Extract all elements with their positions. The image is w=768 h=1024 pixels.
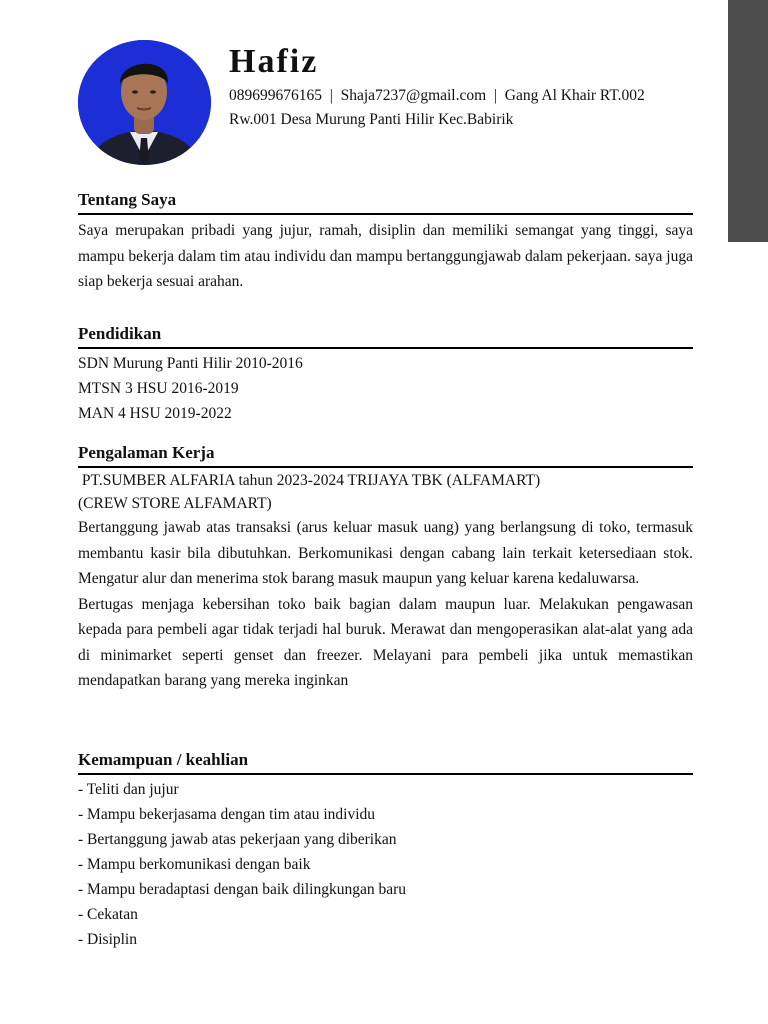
contact-info <box>229 84 724 132</box>
candidate-name: Hafiz <box>229 43 319 80</box>
education-item: MAN 4 HSU 2019-2022 <box>78 405 232 422</box>
skill-item: - Disiplin <box>78 931 137 948</box>
profile-photo <box>78 40 211 165</box>
contact-line-2: Rw.001 Desa Murung Panti Hilir Kec.Babirik <box>229 111 514 128</box>
section-title-skills: Kemampuan / keahlian <box>78 748 693 775</box>
job-title-line-2: (CREW STORE ALFAMART) <box>78 494 272 512</box>
section-experience <box>78 441 693 694</box>
section-education <box>78 322 693 426</box>
section-title-experience: Pengalaman Kerja <box>78 441 693 468</box>
about-text: Saya merupakan pribadi yang jujur, ramah, disiplin dan memiliki semangat yang tinggi, saya mampu bekerja dalam tim atau individu dan mampu bertanggungjawab dalam pekerjaan. saya juga siap bekerja sesuai arahan. <box>78 222 693 290</box>
job-title-line-1: PT.SUMBER ALFARIA tahun 2023-2024 TRIJAYA TBK (ALFAMART) <box>78 472 541 489</box>
section-skills <box>78 748 693 952</box>
contact-line-1: 089699676165 | Shaja7237@gmail.com | Gang Al Khair RT.002 <box>229 87 645 104</box>
section-title-about: Tentang Saya <box>78 188 693 215</box>
section-title-education: Pendidikan <box>78 322 693 349</box>
skill-item: - Bertanggung jawab atas pekerjaan yang diberikan <box>78 831 397 848</box>
experience-paragraph-1: Bertanggung jawab atas transaksi (arus keluar masuk uang) yang berlangsung di toko, termasuk membantu kasir bila dibutuhkan. Berkomunikasi dengan cabang lain terkait ketersediaan stok. Mengatur alur dan menerima stok barang masuk maupun yang keluar karena kedaluwarsa. <box>78 519 693 587</box>
education-item: MTSN 3 HSU 2016-2019 <box>78 380 239 397</box>
skill-item: - Teliti dan jujur <box>78 781 179 798</box>
education-item: SDN Murung Panti Hilir 2010-2016 <box>78 355 303 372</box>
section-about <box>78 188 693 295</box>
skill-item: - Mampu berkomunikasi dengan baik <box>78 856 311 873</box>
scrollbar-thumb[interactable] <box>728 0 768 242</box>
skill-item: - Mampu beradaptasi dengan baik dilingkungan baru <box>78 881 406 898</box>
skill-item: - Mampu bekerjasama dengan tim atau individu <box>78 806 375 823</box>
skill-item: - Cekatan <box>78 906 138 923</box>
experience-paragraph-2: Bertugas menjaga kebersihan toko baik bagian dalam maupun luar. Melakukan pengawasan kepada para pembeli agar tidak terjadi hal buruk. Merawat dan mengoperasikan alat-alat yang ada di minimarket seperti genset dan freezer. Melayani para pembeli jika untuk memastikan mendapatkan barang yang mereka inginkan <box>78 595 693 689</box>
